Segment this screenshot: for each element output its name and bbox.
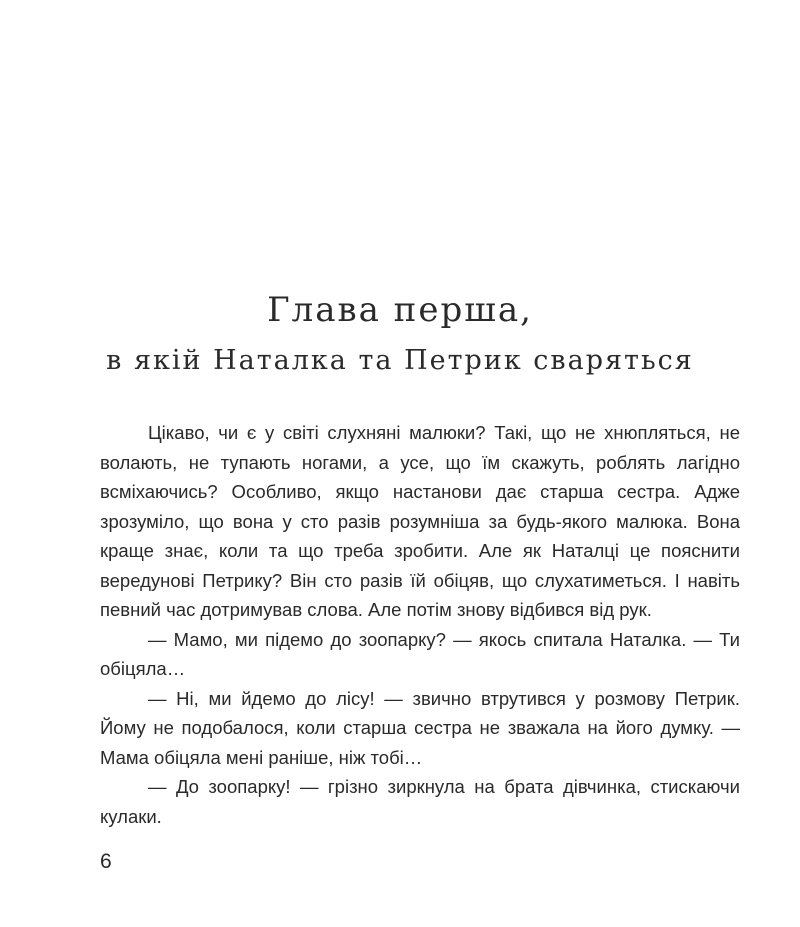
chapter-body — [100, 418, 740, 831]
chapter-subtitle: в якій Наталка та Петрик сваряться — [106, 345, 694, 376]
page-number: 6 — [100, 850, 112, 873]
paragraph-intro: Цікаво, чи є у світі слухняні малюки? Такі, що не хнюпляться, не волають, не тупають ногами, а усе, що їм скажуть, роблять лагідно всміхаючись? Особливо, якщо настанови дає старша сестра. Адже зрозуміло, що вона у сто разів розумніша за будь-якого малюка. Вона краще знає, коли та що треба зробити. Але як Наталці це пояснити вередунові Петрику? Він сто разів їй обіцяв, що слухатиметься. І навіть певний час дотримував слова. Але потім знову відбився від рук. — [100, 422, 740, 620]
chapter-title: Глава перша, — [267, 290, 533, 330]
paragraph-dialogue: — До зоопарку! — грізно зиркнула на брата дівчинка, стискаючи кулаки. — [100, 776, 740, 827]
paragraph-dialogue: — Мамо, ми підемо до зоопарку? — якось спитала Наталка. — Ти обіцяла… — [100, 628, 740, 679]
paragraph-dialogue: — Ні, ми йдемо до лісу! — звично втрутився у розмову Петрик. Йому не подобалося, коли старша сестра не зважала на його думку. — Мама обіцяла мені раніше, ніж тобі… — [100, 687, 740, 768]
